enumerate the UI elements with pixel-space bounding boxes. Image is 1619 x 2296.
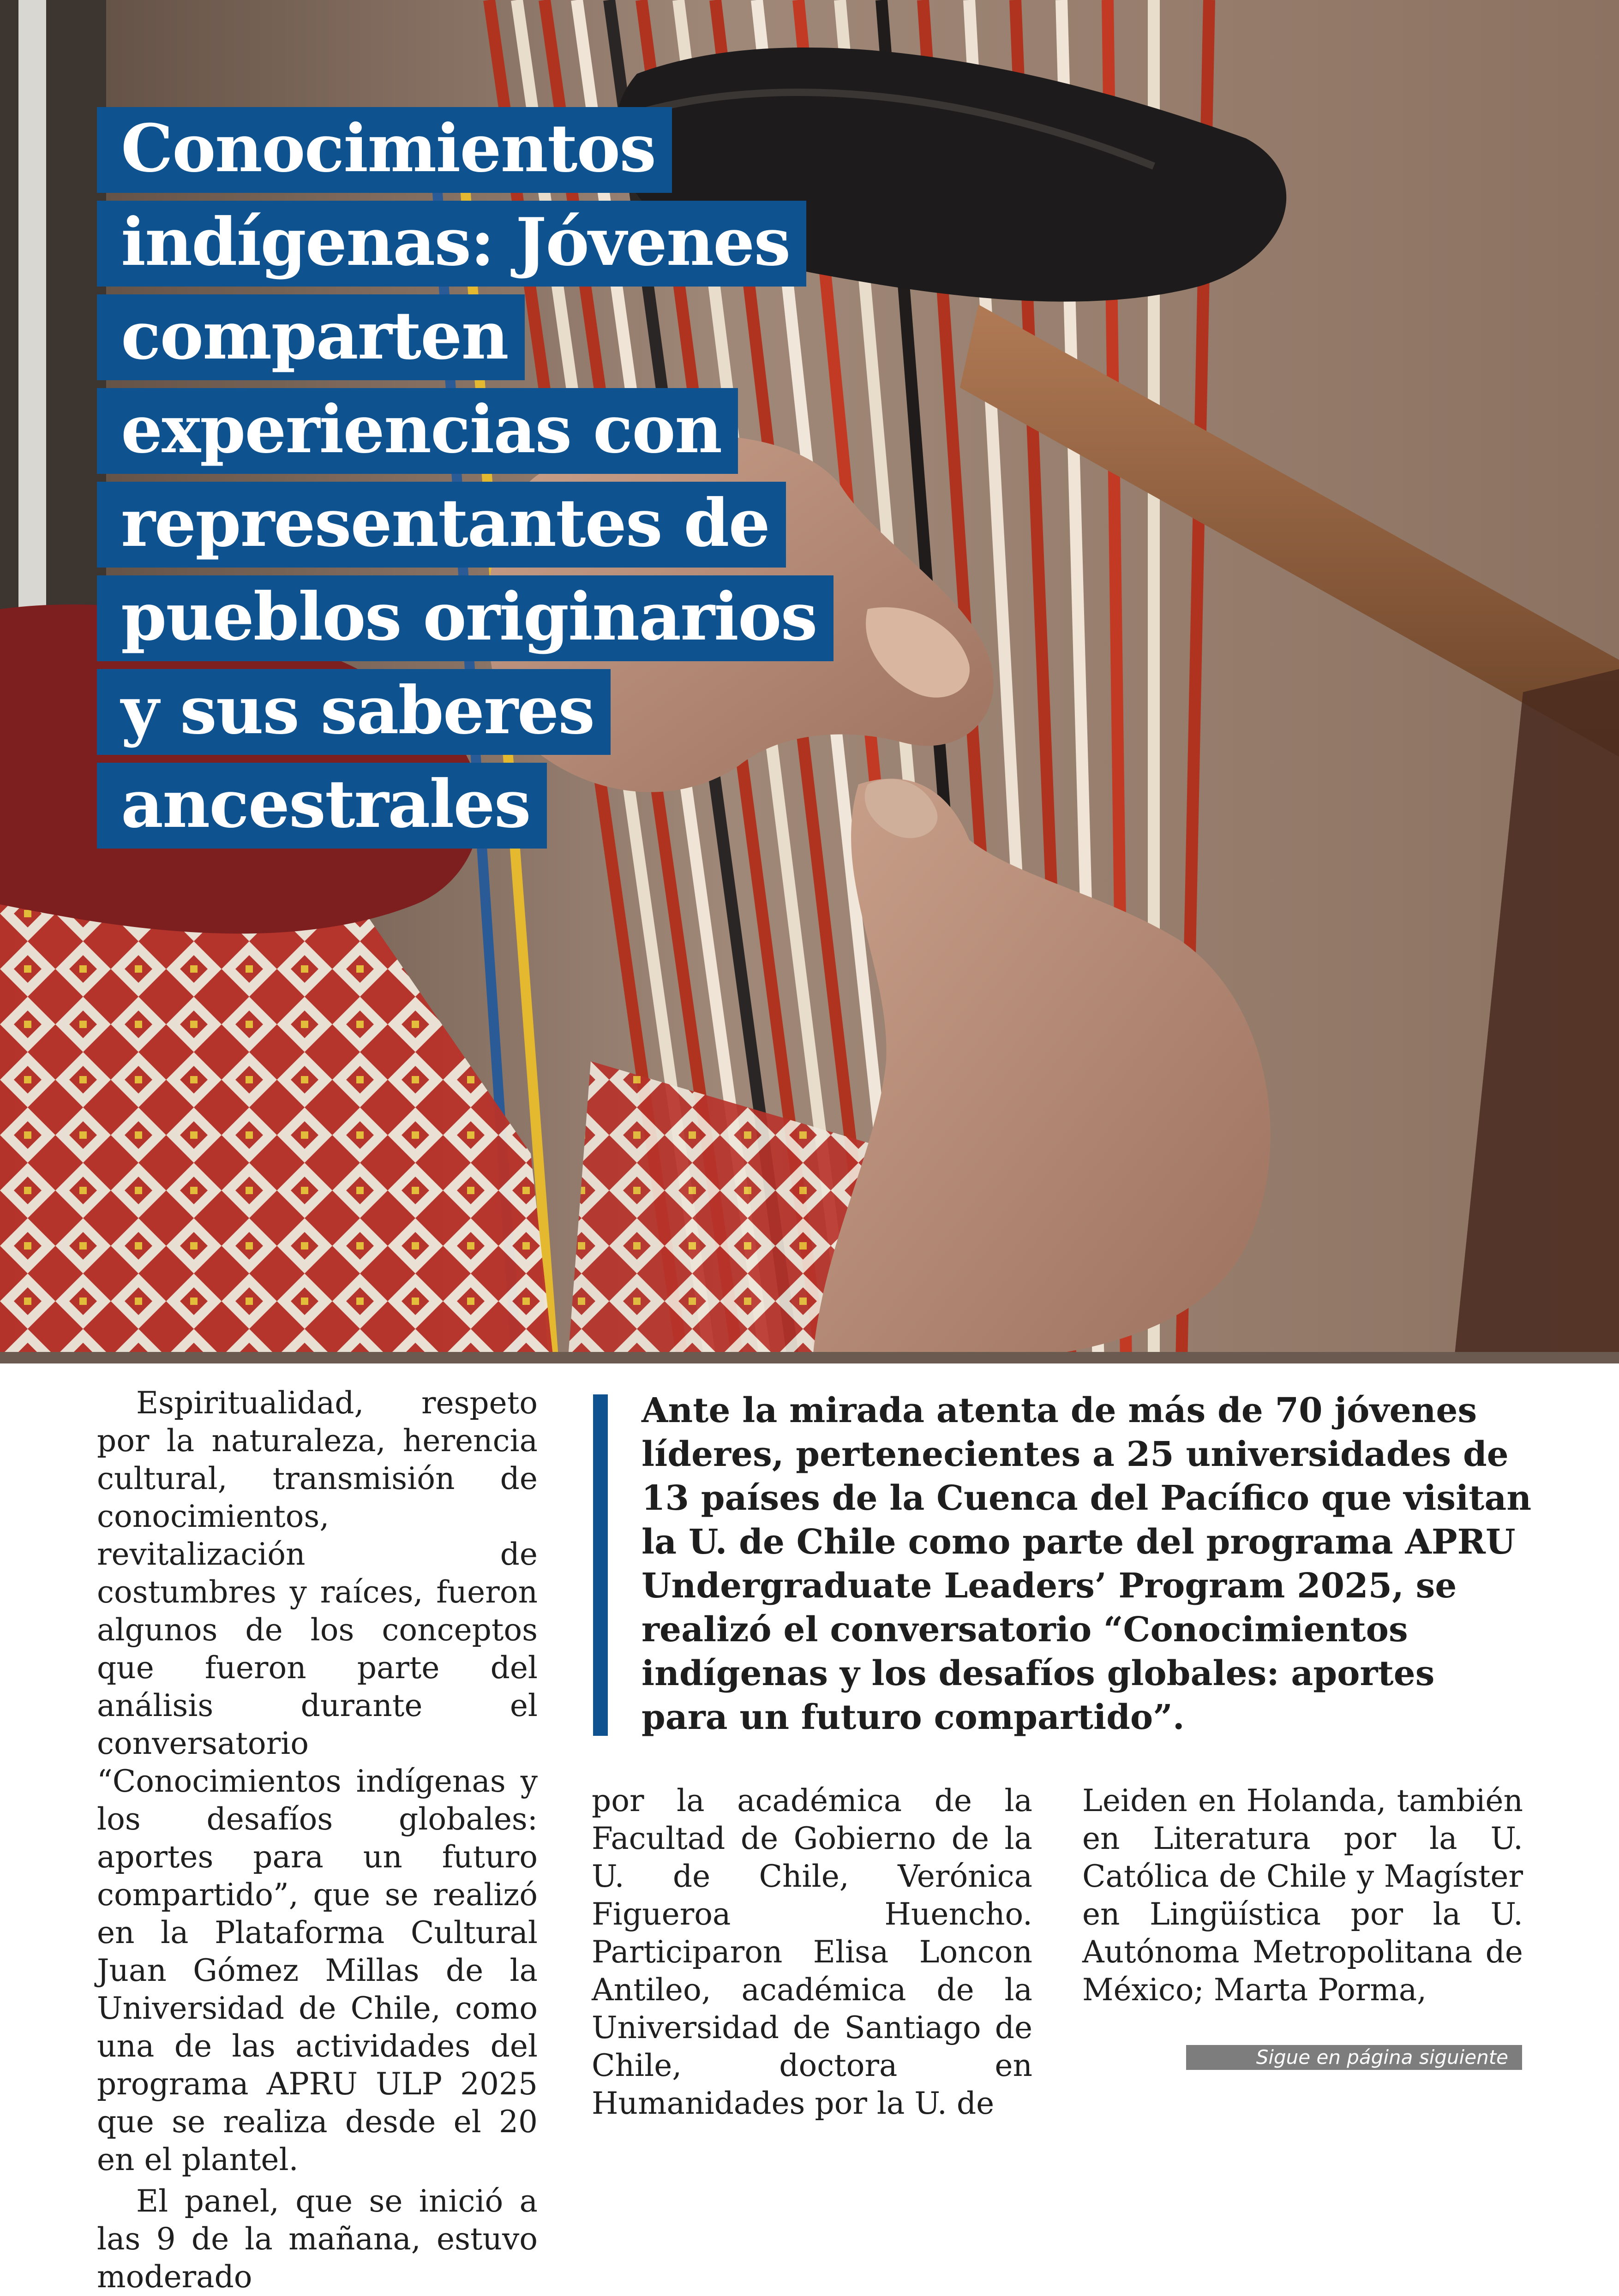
column-2-paragraph: por la académica de la Facultad de Gobierno de la U. de Chile, Verónica Figueroa Huencho. Participaron Elisa Loncon Antileo, académica de la Universidad de Santiago de Chile, doctora en Humanidades por la U. de <box>592 1783 1032 2121</box>
article-column-3 <box>1082 1782 1523 2009</box>
column-1-paragraph-2: El panel, que se inició a las 9 de la mañana, estuvo moderado <box>97 2183 538 2295</box>
article-column-2 <box>592 1782 1032 2123</box>
headline-line-6: pueblos originarios <box>97 575 789 669</box>
headline-line-8: ancestrales <box>97 763 789 856</box>
headline-line-1: Conocimientos <box>97 107 789 201</box>
lede-paragraph: Ante la mirada atenta de más de 70 jóvenes líderes, pertenecientes a 25 universidades de 13 países de la Cuenca del Pacífico que visitan la U. de Chile como parte del programa APRU Undergraduate Leaders’ Program 2025, se realizó el conversatorio “Conocimientos indígenas y los desafíos globales: aportes para un futuro compartido”. <box>642 1391 1532 1737</box>
headline-line-4: experiencias con <box>97 388 789 482</box>
headline-line-2: indígenas: Jóvenes <box>97 201 789 294</box>
column-1-paragraph-1: Espiritualidad, respeto por la naturaleza, herencia cultural, transmisión de conocimientos, revitalización de costumbres y raíces, fueron algunos de los conceptos que fueron parte del análisis durante el conversatorio “Conocimientos indígenas y los desafíos globales: aportes para un futuro compartido”, que se realizó en la Plataforma Cultural Juan Gómez Millas de la Universidad de Chile, como una de las actividades del programa APRU ULP 2025 que se realiza desde el 20 en el plantel. <box>97 1385 538 2177</box>
headline <box>97 107 817 856</box>
column-3-paragraph: Leiden en Holanda, también en Literatura por la U. Católica de Chile y Magíster en Lingüística por la U. Autónoma Metropolitana de México; Marta Porma, <box>1082 1783 1523 2008</box>
continue-next-page-label: Sigue en página siguiente <box>1186 2045 1522 2070</box>
article-column-1 <box>97 1384 538 2296</box>
headline-line-7: y sus saberes <box>97 669 789 763</box>
headline-line-3: comparten <box>97 294 789 388</box>
headline-line-5: representantes de <box>97 482 789 575</box>
lede-accent-bar <box>593 1394 608 1736</box>
